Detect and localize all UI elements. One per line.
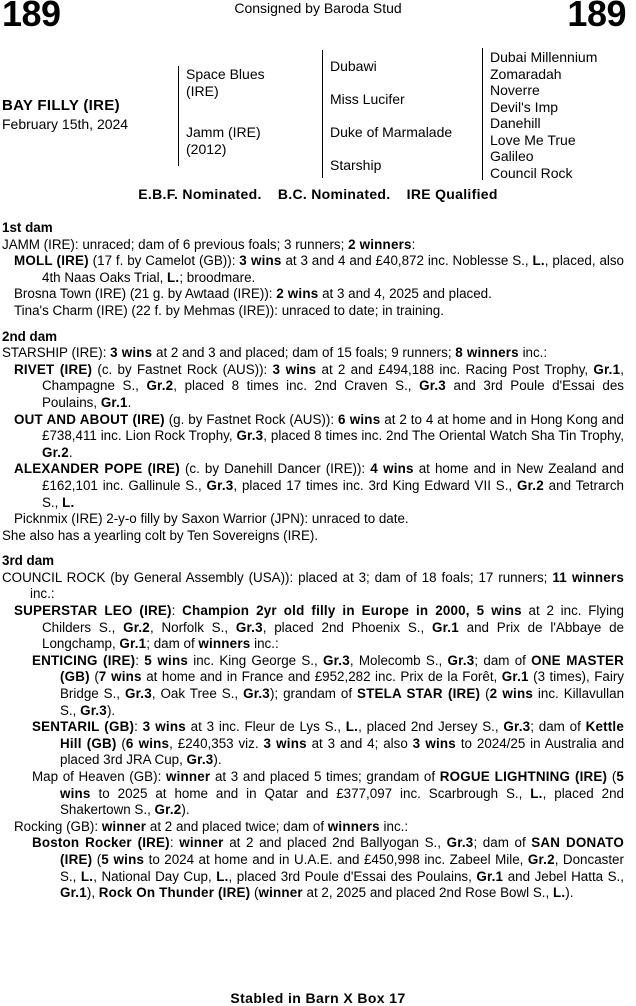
pedigree-bracket <box>322 50 323 178</box>
dam-entry: STARSHIP (IRE): 3 wins at 2 and 3 and placed; dam of 15 foals; 9 runners; 8 winners inc.: <box>2 345 548 361</box>
pedigree-bracket <box>482 48 483 180</box>
ggp-2: Zomaradah <box>490 65 562 82</box>
ggp-3: Noverre <box>490 82 540 98</box>
section-heading-first-dam: 1st dam <box>2 220 53 235</box>
grandsire-dam: Duke of Marmalade <box>330 124 453 140</box>
ggp-6: Love Me True <box>490 131 576 148</box>
nominations <box>0 186 636 202</box>
produce-entry: Map of Heaven (GB): winner at 3 and placed 5 times; grandam of ROGUE LIGHTNING (IRE) (5 wins to 2025 at home and in Qatar and £377,097 inc. Scarbrough S., L., placed 2nd Shakertown S., Gr.2). <box>32 769 624 818</box>
produce-entry: OUT AND ABOUT (IRE) (g. by Fastnet Rock (AUS)): 6 wins at 2 to 4 at home and in Hong Kong and £738,411 inc. Lion Rock Trophy, Gr.3, placed 8 times inc. 2nd The Oriental Watch Sha Tin Trophy, Gr.2. <box>14 411 624 460</box>
dam-entry: COUNCIL ROCK (by General Assembly (USA)): placed at 3; dam of 18 foals; 17 runners; 11 winners inc.: <box>2 569 624 602</box>
produce-entry: Tina's Charm (IRE) (22 f. by Mehmas (IRE)): unraced to date; in training. <box>14 302 444 318</box>
lot-number-left: 189 <box>2 0 61 34</box>
note-entry: She also has a yearling colt by Ten Sovereigns (IRE). <box>2 527 319 543</box>
produce-entry: ALEXANDER POPE (IRE) (c. by Danehill Dancer (IRE)): 4 wins at home and in New Zealand and £162,101 inc. Gallinule S., Gr.3, placed 17 times inc. 3rd King Edward VII S., Gr.2 and Tetrarch S., L. <box>14 461 624 510</box>
dam-entry: JAMM (IRE): unraced; dam of 6 previous foals; 3 runners; 2 winners: <box>2 236 416 252</box>
granddam-dam: Starship <box>330 157 382 173</box>
section-heading-third-dam: 3rd dam <box>2 553 55 569</box>
catalogue-body <box>2 220 624 902</box>
produce-entry: SUPERSTAR LEO (IRE): Champion 2yr old filly in Europe in 2000, 5 wins at 2 inc. Flying Childers S., Gr.2, Norfolk S., Gr.3, placed 2nd Phoenix S., Gr.1 and Prix de l'Abbaye de Longchamp, Gr.1; dam of winners inc.: <box>14 603 624 652</box>
produce-entry: MOLL (IRE) (17 f. by Camelot (GB)): 3 wins at 3 and 4 and £40,872 inc. Noblesse S., L., placed, also 4th Naas Oaks Trial, L.; broodmare. <box>14 253 625 285</box>
produce-entry: Boston Rocker (IRE): winner at 2 and placed 2nd Ballyogan S., Gr.3; dam of SAN DONATO (IRE) (5 wins to 2024 at home and in U.A.E. and £450,998 inc. Zabeel Mile, Gr.2, Doncaster S., L., National Day Cup, L., placed 3rd Poule d'Essai des Poulains, Gr.1 and Jebel Hatta S., Gr.1), Rock On Thunder (IRE) (winner at 2, 2025 and placed 2nd Rose Bowl S., L.). <box>32 835 624 901</box>
ggp-4: Devil's Imp <box>490 98 559 115</box>
produce-entry: Picknmix (IRE) 2-y-o filly by Saxon Warrior (JPN): unraced to date. <box>14 511 409 527</box>
sire-name: Space Blues <box>186 66 265 82</box>
ggp-1: Dubai Millennium <box>490 49 598 65</box>
ggp-5: Danehill <box>490 115 541 131</box>
produce-entry: Brosna Town (IRE) (21 g. by Awtaad (IRE)): 2 wins at 3 and 4, 2025 and placed. <box>14 286 492 302</box>
ggp-8: Council Rock <box>490 164 573 181</box>
stabling-info: Stabled in Barn X Box 17 <box>230 990 406 1006</box>
horse-dob: February 15th, 2024 <box>2 116 129 132</box>
consignor: Consigned by Baroda Stud <box>234 0 402 16</box>
sire <box>186 66 265 99</box>
ebf-nomination: E.B.F. Nominated. <box>138 186 262 202</box>
granddam-sire: Miss Lucifer <box>330 91 405 107</box>
horse-name: BAY FILLY (IRE) <box>2 97 120 114</box>
section-heading-second-dam: 2nd dam <box>2 328 58 344</box>
ggp-7: Galileo <box>490 148 534 164</box>
grandsire-sire: Dubawi <box>330 58 377 74</box>
dam-year: (2012) <box>186 140 227 157</box>
produce-entry: ENTICING (IRE): 5 wins inc. King George S., Gr.3, Molecomb S., Gr.3; dam of ONE MASTER (GB) (7 wins at home and in France and £952,282 inc. Prix de la Forêt, Gr.1 (3 times), Fairy Bridge S., Gr.3, Oak Tree S., Gr.3); grandam of STELA STAR (IRE) (2 wins inc. Killavullan S., Gr.3). <box>32 652 625 718</box>
dam <box>186 124 261 157</box>
great-grandparents <box>490 49 597 181</box>
ire-qualified: IRE Qualified <box>406 186 498 202</box>
sire-country: (IRE) <box>186 82 219 99</box>
lot-number-right: 189 <box>567 0 626 34</box>
produce-entry: Rocking (GB): winner at 2 and placed twice; dam of winners inc.: <box>14 818 409 834</box>
bc-nomination: B.C. Nominated. <box>277 186 391 202</box>
produce-entry: RIVET (IRE) (c. by Fastnet Rock (AUS)): 3 wins at 2 and £494,188 inc. Racing Post Trophy, Gr.1, Champagne S., Gr.2, placed 8 times inc. 2nd Craven S., Gr.3 and 3rd Poule d'Essai des Poulains, Gr.1. <box>14 361 624 410</box>
pedigree-bracket <box>178 66 179 166</box>
dam-name: Jamm (IRE) <box>186 124 261 140</box>
produce-entry: SENTARIL (GB): 3 wins at 3 inc. Fleur de Lys S., L., placed 2nd Jersey S., Gr.3; dam of Kettle Hill (GB) (6 wins, £240,353 viz. 3 wins at 3 and 4; also 3 wins to 2024/25 in Australia and placed 3rd JRA Cup, Gr.3). <box>32 719 625 768</box>
